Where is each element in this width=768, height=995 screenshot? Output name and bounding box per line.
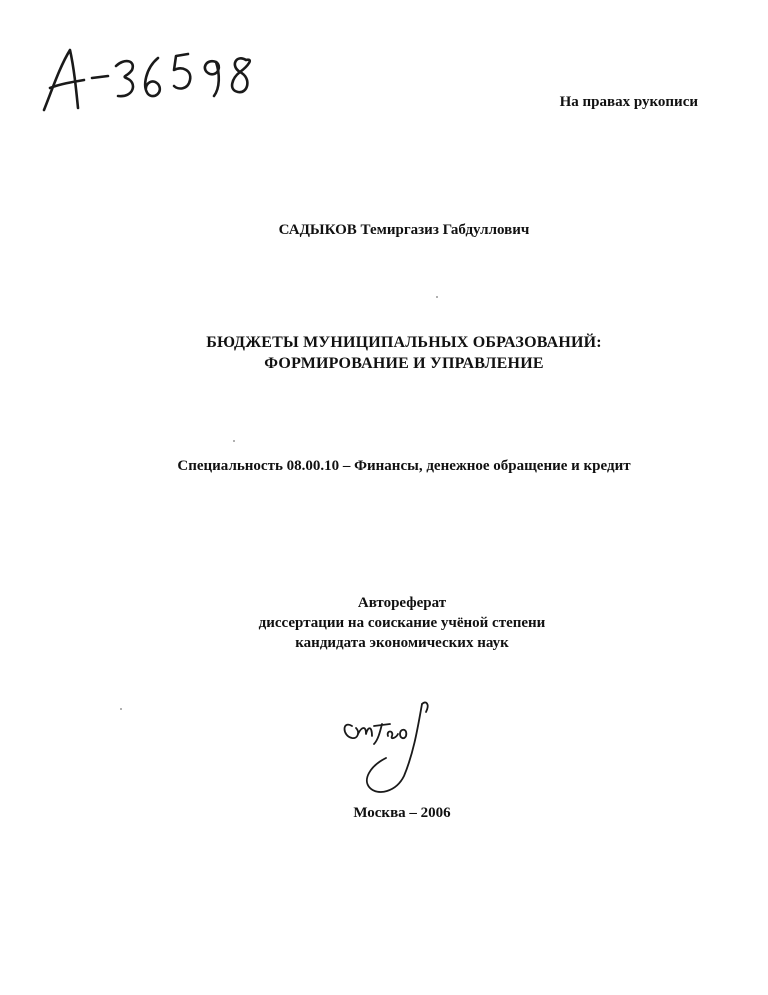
specialty-line: Специальность 08.00.10 – Финансы, денежное обращение и кредит [177,458,631,474]
rights-notice: На правах рукописи [559,94,698,110]
abstract-heading: Автореферат [357,595,447,611]
signature-drawing [330,696,450,800]
scan-speck [120,708,122,710]
scan-speck [436,296,438,298]
dissertation-title-line-1: БЮДЖЕТЫ МУНИЦИПАЛЬНЫХ ОБРАЗОВАНИЙ: [206,334,602,351]
place-and-year: Москва – 2006 [353,805,451,821]
scan-speck [233,440,235,442]
abstract-line-2: диссертации на соискание учёной степени [258,615,546,631]
dissertation-title-line-2: ФОРМИРОВАНИЕ И УПРАВЛЕНИЕ [264,355,544,372]
handwritten-signature [330,696,450,800]
handwritten-number-drawing [30,44,280,116]
author-name: САДЫКОВ Темиргазиз Габдуллович [278,222,530,238]
abstract-line-3: кандидата экономических наук [295,635,509,651]
handwritten-catalog-number [30,44,280,116]
